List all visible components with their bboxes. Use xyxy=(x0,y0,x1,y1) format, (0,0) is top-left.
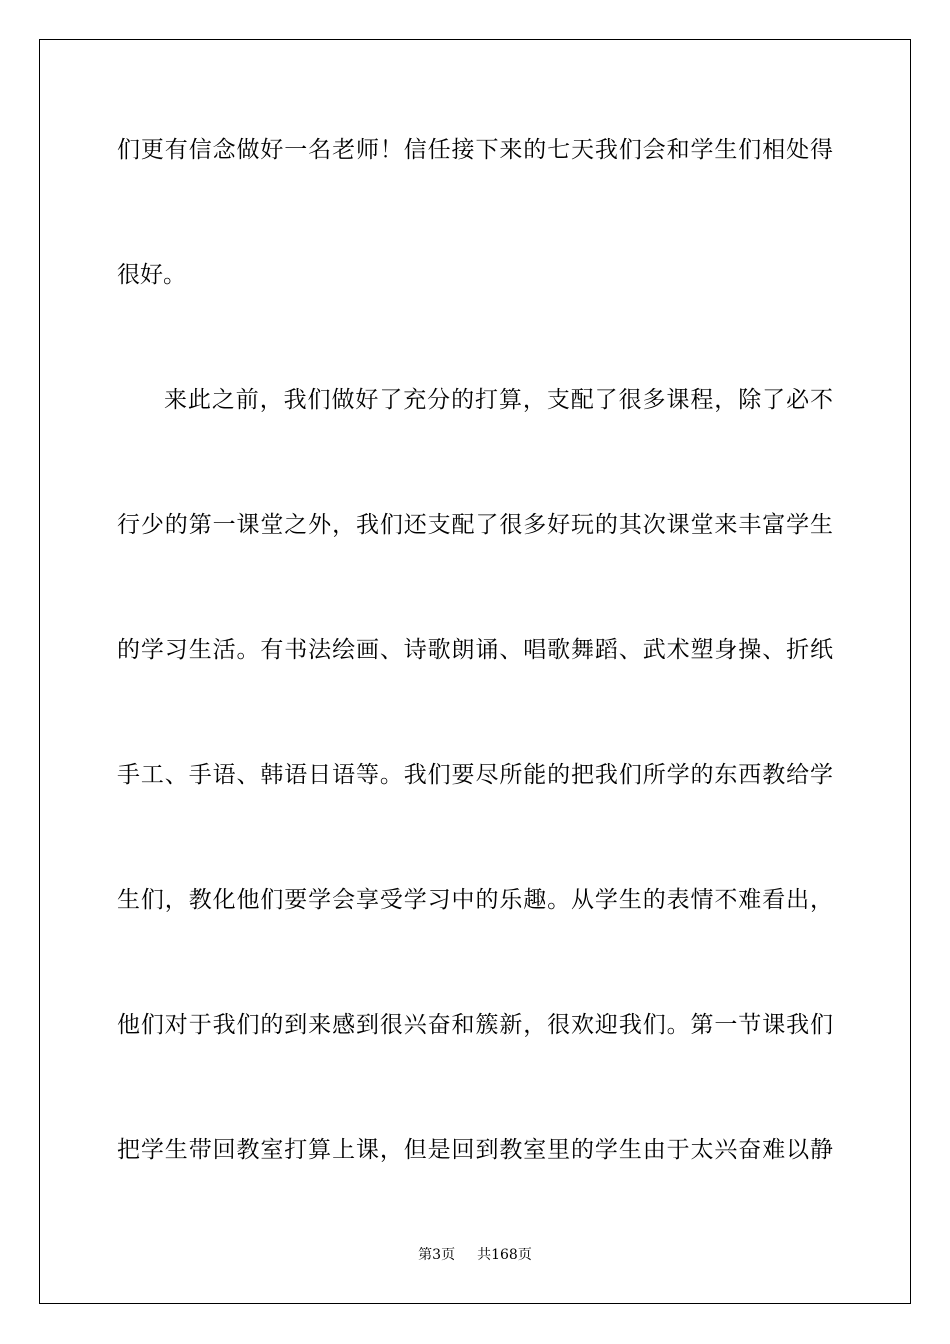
text-line-2: 很好。 xyxy=(117,262,186,288)
page-number: 第3页 xyxy=(418,1247,456,1263)
text-line-6: 手工、手语、韩语日语等。我们要尽所能的把我们所学的东西教给学 xyxy=(117,762,833,788)
text-line-8: 他们对于我们的到来感到很兴奋和簇新，很欢迎我们。第一节课我们 xyxy=(117,1012,833,1038)
text-line-4: 行少的第一课堂之外，我们还支配了很多好玩的其次课堂来丰富学生 xyxy=(117,512,833,538)
text-line-9: 把学生带回教室打算上课，但是回到教室里的学生由于太兴奋难以静 xyxy=(117,1137,833,1163)
text-line-1: 们更有信念做好一名老师！信任接下来的七天我们会和学生们相处得 xyxy=(117,137,833,163)
text-line-3: 来此之前，我们做好了充分的打算，支配了很多课程，除了必不 xyxy=(164,387,833,413)
text-line-7: 生们，教化他们要学会享受学习中的乐趣。从学生的表情不难看出， xyxy=(117,887,833,913)
page-footer xyxy=(0,1245,950,1265)
page-total: 共168页 xyxy=(477,1247,532,1263)
text-line-5: 的学习生活。有书法绘画、诗歌朗诵、唱歌舞蹈、武术塑身操、折纸 xyxy=(117,637,833,663)
page-frame xyxy=(39,39,911,1304)
